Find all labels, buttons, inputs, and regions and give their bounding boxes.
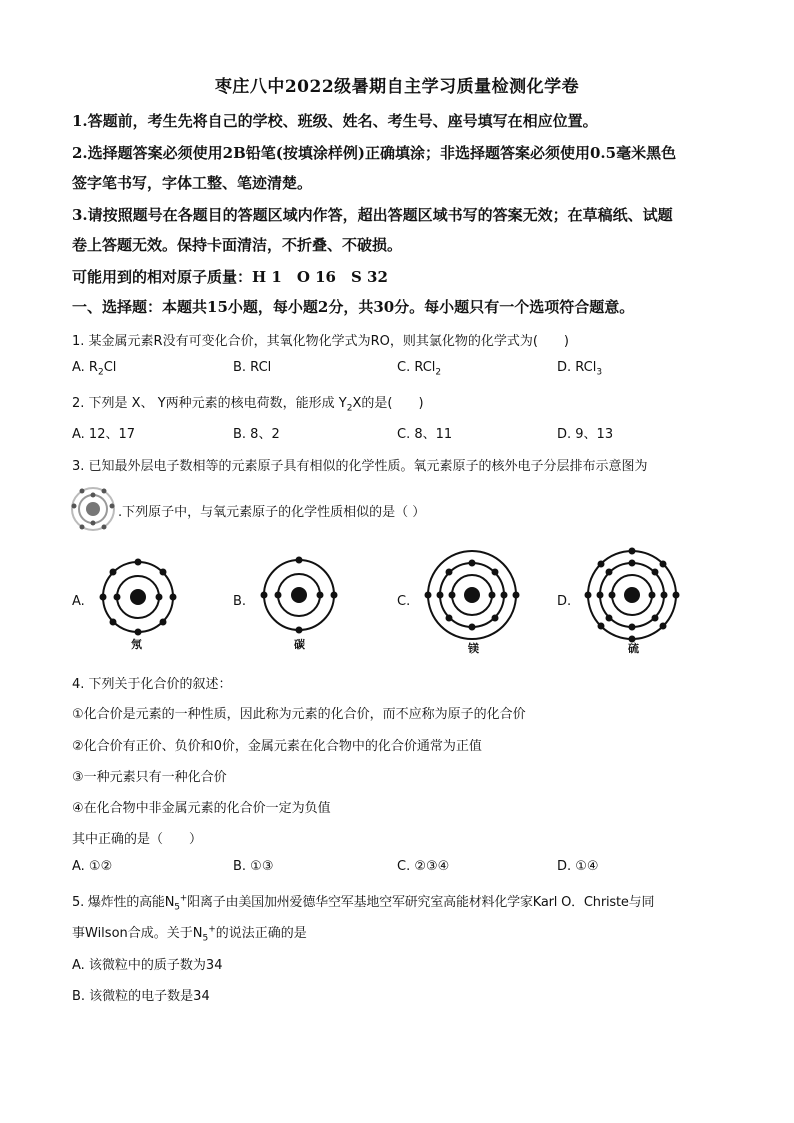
q3-caption-b: 碳 [294, 638, 305, 651]
carbon-atom-diagram [259, 555, 339, 635]
neon-atom-diagram [96, 555, 180, 639]
q1-stem: 1. 某金属元素R没有可变化合价，其氧化物化学式为RO，则其氯化物的化学式为( ) [72, 334, 569, 349]
q5-stem-line2: 事Wilson合成。关于$N_5^+$的说法正确的是 [72, 924, 307, 944]
page-title: 枣庄八中2022级暑期自主学习质量检测化学卷 [214, 77, 580, 97]
q3-caption-c: 镁 [468, 642, 479, 655]
oxygen-atom-diagram [70, 486, 116, 532]
sulfur-atom-diagram [584, 547, 680, 643]
q5-stem-line1: 5. 爆炸性的高能$N_5^+$阳离子由美国加州爱德华空军基地空军研究室高能材料化学家Karl O．Christe与同 [72, 893, 655, 913]
magnesium-atom-diagram [424, 547, 520, 643]
q2-stem: 2. 下列是 X、 Y两种元素的核电荷数，能形成 $Y_2X$的是( ) [72, 396, 424, 414]
q4-statement-4: ④在化合物中非金属元素的化合价一定为负值 [72, 801, 331, 816]
q1-option-d[interactable]: D. RCl$_3$ [557, 360, 603, 378]
instruction-1: 1.答题前，考生先将自己的学校、班级、姓名、考生号、座号填写在相应位置。 [72, 112, 598, 130]
q5-option-a[interactable]: A. 该微粒中的质子数为34 [72, 958, 223, 973]
q3-caption-a: 氖 [131, 638, 142, 651]
q1-option-c[interactable]: C. RCl$_2$ [397, 360, 442, 378]
q2-option-b[interactable]: B. 8、2 [233, 427, 280, 442]
instruction-3a: 3.请按照题号在各题目的答题区域内作答，超出答题区域书写的答案无效；在草稿纸、试题 [72, 206, 673, 224]
q4-statement-2: ②化合价有正价、负价和0价，金属元素在化合物中的化合价通常为正值 [72, 739, 482, 754]
q3-caption-d: 硫 [628, 642, 639, 655]
q4-option-b[interactable]: B. ①③ [233, 859, 274, 874]
q1-option-b[interactable]: B. RCl [233, 360, 272, 375]
q1-option-a[interactable]: A. $R_2Cl$ [72, 360, 117, 378]
instruction-3b: 卷上答题无效。保持卡面清洁，不折叠、不破损。 [72, 236, 403, 254]
q5-option-b[interactable]: B. 该微粒的电子数是34 [72, 989, 210, 1004]
q4-ask: 其中正确的是（ ） [72, 832, 203, 847]
q3-option-c[interactable]: C. [397, 594, 411, 609]
q3-option-d[interactable]: D. [557, 594, 572, 609]
q3-option-a[interactable]: A. [72, 594, 85, 609]
instruction-2a: 2.选择题答案必须使用2B铅笔(按填涂样例)正确填涂；非选择题答案必须使用0.5毫米黑色 [72, 144, 677, 162]
q3-stem-line2: .下列原子中，与氧元素原子的化学性质相似的是（ ） [118, 505, 426, 520]
q4-option-a[interactable]: A. ①② [72, 859, 113, 874]
q4-statement-3: ③一种元素只有一种化合价 [72, 770, 227, 785]
q4-stem: 4. 下列关于化合价的叙述： [72, 677, 232, 692]
q3-stem-line1: 3. 已知最外层电子数相等的元素原子具有相似的化学性质。氧元素原子的核外电子分层排布示意图为 [72, 459, 648, 474]
q4-option-c[interactable]: C. ②③④ [397, 859, 450, 874]
q3-option-b[interactable]: B. [233, 594, 247, 609]
q2-option-a[interactable]: A. 12、17 [72, 427, 136, 442]
atomic-mass-note: 可能用到的相对原子质量：H 1 O 16 S 32 [72, 268, 388, 286]
instruction-2b: 签字笔书写，字体工整、笔迹清楚。 [72, 174, 313, 192]
section-heading: 一、选择题：本题共15小题，每小题2分，共30分。每小题只有一个选项符合题意。 [72, 298, 635, 316]
q4-option-d[interactable]: D. ①④ [557, 859, 599, 874]
q2-option-c[interactable]: C. 8、11 [397, 427, 453, 442]
q4-statement-1: ①化合价是元素的一种性质，因此称为元素的化合价，而不应称为原子的化合价 [72, 707, 526, 722]
q2-option-d[interactable]: D. 9、13 [557, 427, 614, 442]
